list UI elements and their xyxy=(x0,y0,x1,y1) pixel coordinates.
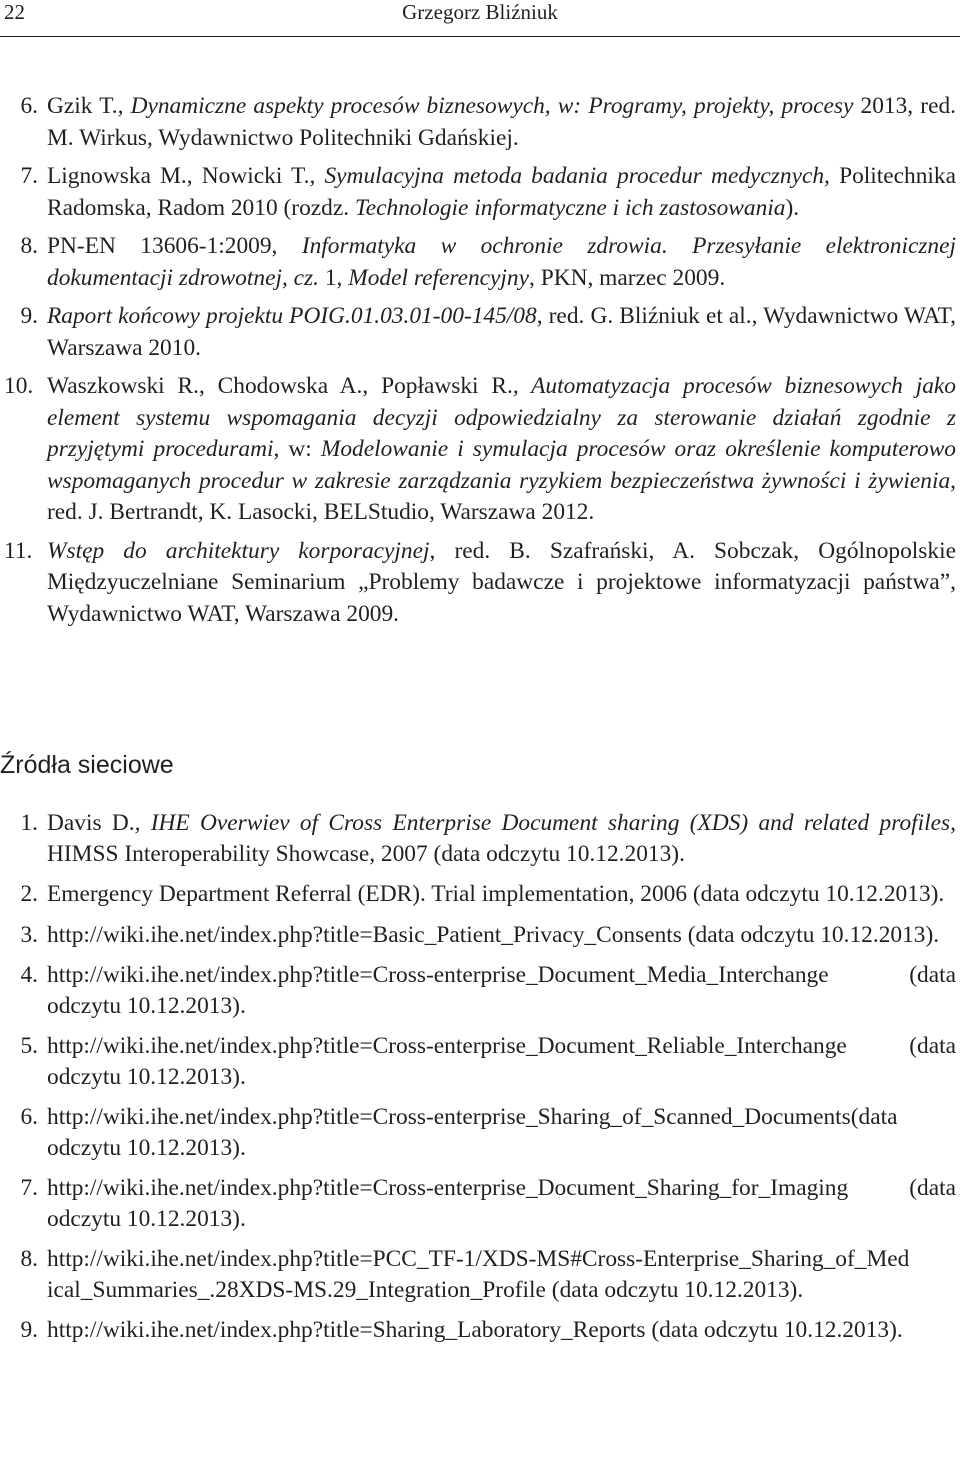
reference-text xyxy=(47,1317,903,1343)
reference-number: 4. xyxy=(20,962,38,988)
reference-number: 10. xyxy=(4,373,34,399)
reference-segment: Davis D. xyxy=(47,810,135,836)
reference-text xyxy=(47,922,939,948)
web-source-item xyxy=(0,808,960,869)
reference-title-segment: , Automatyzacja procesów biznesowych jako element systemu wspomagania decyzji odpowiedzialny za sterowanie działań zgodnie z przyjętymi procedurami xyxy=(47,373,956,462)
reference-number: 6. xyxy=(20,1104,38,1130)
page-header xyxy=(0,0,960,37)
reference-number: 6. xyxy=(20,93,38,119)
reference-number: 8. xyxy=(20,1246,38,1272)
reference-number: 8. xyxy=(20,233,38,259)
reference-text xyxy=(47,373,956,525)
reference-segment: http://wiki.ihe.net/index.php?title=Cross-enterprise_Document_Reliable_Interchange (data odczytu 10.12.2013). xyxy=(47,1033,956,1090)
reference-segment: http://wiki.ihe.net/index.php?title=Sharing_Laboratory_Reports (data odczytu 10.12.2013). xyxy=(47,1317,903,1343)
bibliography-list xyxy=(0,91,960,637)
reference-number: 2. xyxy=(20,881,38,907)
reference-title-segment: Technologie informatyczne i ich zastosowania xyxy=(354,194,786,221)
web-sources-list xyxy=(0,808,960,1356)
web-source-item xyxy=(0,879,960,910)
reference-segment: http://wiki.ihe.net/index.php?title=Cross-enterprise_Sharing_of_Scanned_Documents(data odczytu 10.12.2013). xyxy=(47,1104,898,1161)
reference-segment: Gzik T. xyxy=(47,93,118,119)
running-head-author: Grzegorz Bliźniuk xyxy=(402,0,558,24)
reference-title-segment: Informatyka w ochronie zdrowia. Przesyłanie elektronicznej dokumentacji zdrowotnej, cz. xyxy=(47,233,957,291)
reference-number: 3. xyxy=(20,921,38,948)
reference-text xyxy=(47,233,956,291)
reference-text xyxy=(47,93,956,151)
reference-item xyxy=(0,91,960,154)
page-number: 22 xyxy=(4,0,25,24)
reference-title-segment: , IHE Overwiev of Cross Enterprise Document sharing (XDS) and related profiles xyxy=(134,810,951,836)
reference-text xyxy=(47,303,956,361)
reference-item xyxy=(0,536,960,631)
web-source-item xyxy=(0,1244,960,1305)
reference-text xyxy=(47,538,956,627)
reference-segment: PN-EN 13606-1:2009, xyxy=(47,233,302,259)
reference-text xyxy=(47,1175,956,1232)
reference-title-segment: Modelowanie i symulacja procesów oraz określenie komputerowo wspomaganych procedur w zakresie zarządzania ryzykiem bezpieczeństwa żywności i żywienia xyxy=(47,436,956,494)
reference-segment: 2013, red. M. Wirkus, Wydawnictwo Politechniki Gdańskiej. xyxy=(47,93,956,151)
reference-segment: http://wiki.ihe.net/index.php?title=Basic_Patient_Privacy_Consents (data odczytu 10.12.2013). xyxy=(47,921,940,948)
reference-segment: , red. G. Bliźniuk et al., Wydawnictwo WAT, Warszawa 2010. xyxy=(47,303,957,361)
reference-segment: , HIMSS Interoperability Showcase, 2007 (data odczytu 10.12.2013). xyxy=(47,810,956,867)
reference-title-segment: , Dynamiczne aspekty procesów biznesowych, w: Programy, projekty, procesy xyxy=(117,93,854,119)
reference-segment: 1, xyxy=(318,264,349,291)
reference-segment: Politechnika Radomska, Radom 2010 (rozdz. xyxy=(47,163,957,221)
reference-text xyxy=(47,1033,956,1090)
reference-title-segment: , Symulacyjna metoda badania procedur medycznych, xyxy=(309,163,830,189)
reference-text xyxy=(47,163,956,221)
reference-segment: http://wiki.ihe.net/index.php?title=Cross-enterprise_Document_Media_Interchange (data odczytu 10.12.2013). xyxy=(47,962,956,1019)
reference-number: 7. xyxy=(20,1175,38,1201)
reference-item xyxy=(0,301,960,364)
reference-segment: , red. B. Szafrański, A. Sobczak, Ogólnopolskie Międzyuczelniane Seminarium „Problemy badawcze i projektowe informatyzacji państwa”, Wydawnictwo WAT, Warszawa 2009. xyxy=(47,537,956,627)
reference-segment: http://wiki.ihe.net/index.php?title=PCC_TF-1/XDS-MS#Cross-Enterprise_Sharing_of_Med ical_Summaries_.28XDS-MS.29_Integration_Profile (data odczytu 10.12.2013). xyxy=(47,1246,910,1303)
reference-title-segment: Raport końcowy projektu POIG.01.03.01-00-145/08 xyxy=(47,303,537,329)
reference-number: 11. xyxy=(4,537,33,564)
reference-number: 7. xyxy=(20,163,38,189)
web-source-item xyxy=(0,960,960,1021)
reference-title-segment: Wstęp do architektury korporacyjnej xyxy=(47,537,430,564)
reference-number: 1. xyxy=(20,810,38,836)
reference-segment: , w: xyxy=(273,436,321,462)
web-source-item xyxy=(0,1173,960,1234)
reference-segment: Waszkowski R., Chodowska A., Popławski R. xyxy=(47,373,513,399)
reference-number: 5. xyxy=(20,1033,38,1059)
reference-segment: Emergency Department Referral (EDR). Trial implementation, 2006 (data odczytu 10.12.2013). xyxy=(47,881,945,907)
reference-item xyxy=(0,371,960,529)
reference-text xyxy=(47,1246,909,1303)
reference-text xyxy=(47,1104,898,1161)
reference-text xyxy=(47,810,956,867)
reference-number: 9. xyxy=(20,1317,38,1343)
reference-number: 9. xyxy=(20,303,38,329)
reference-segment: http://wiki.ihe.net/index.php?title=Cross-enterprise_Document_Sharing_for_Imaging (data odczytu 10.12.2013). xyxy=(47,1175,956,1232)
reference-segment: ). xyxy=(785,194,800,221)
reference-text xyxy=(47,962,956,1019)
reference-segment: , red. J. Bertrandt, K. Lasocki, BELStudio, Warszawa 2012. xyxy=(47,467,956,525)
reference-segment: , PKN, marzec 2009. xyxy=(529,264,726,291)
reference-text xyxy=(47,881,944,907)
reference-item xyxy=(0,161,960,224)
web-source-item xyxy=(0,1031,960,1092)
reference-item xyxy=(0,231,960,294)
web-source-item xyxy=(0,1102,960,1163)
reference-title-segment: Model referencyjny xyxy=(348,264,529,291)
web-source-item xyxy=(0,1315,960,1346)
web-source-item xyxy=(0,920,960,951)
reference-segment: Lignowska M., Nowicki T. xyxy=(47,163,310,189)
section-heading: Źródła sieciowe xyxy=(0,751,174,779)
